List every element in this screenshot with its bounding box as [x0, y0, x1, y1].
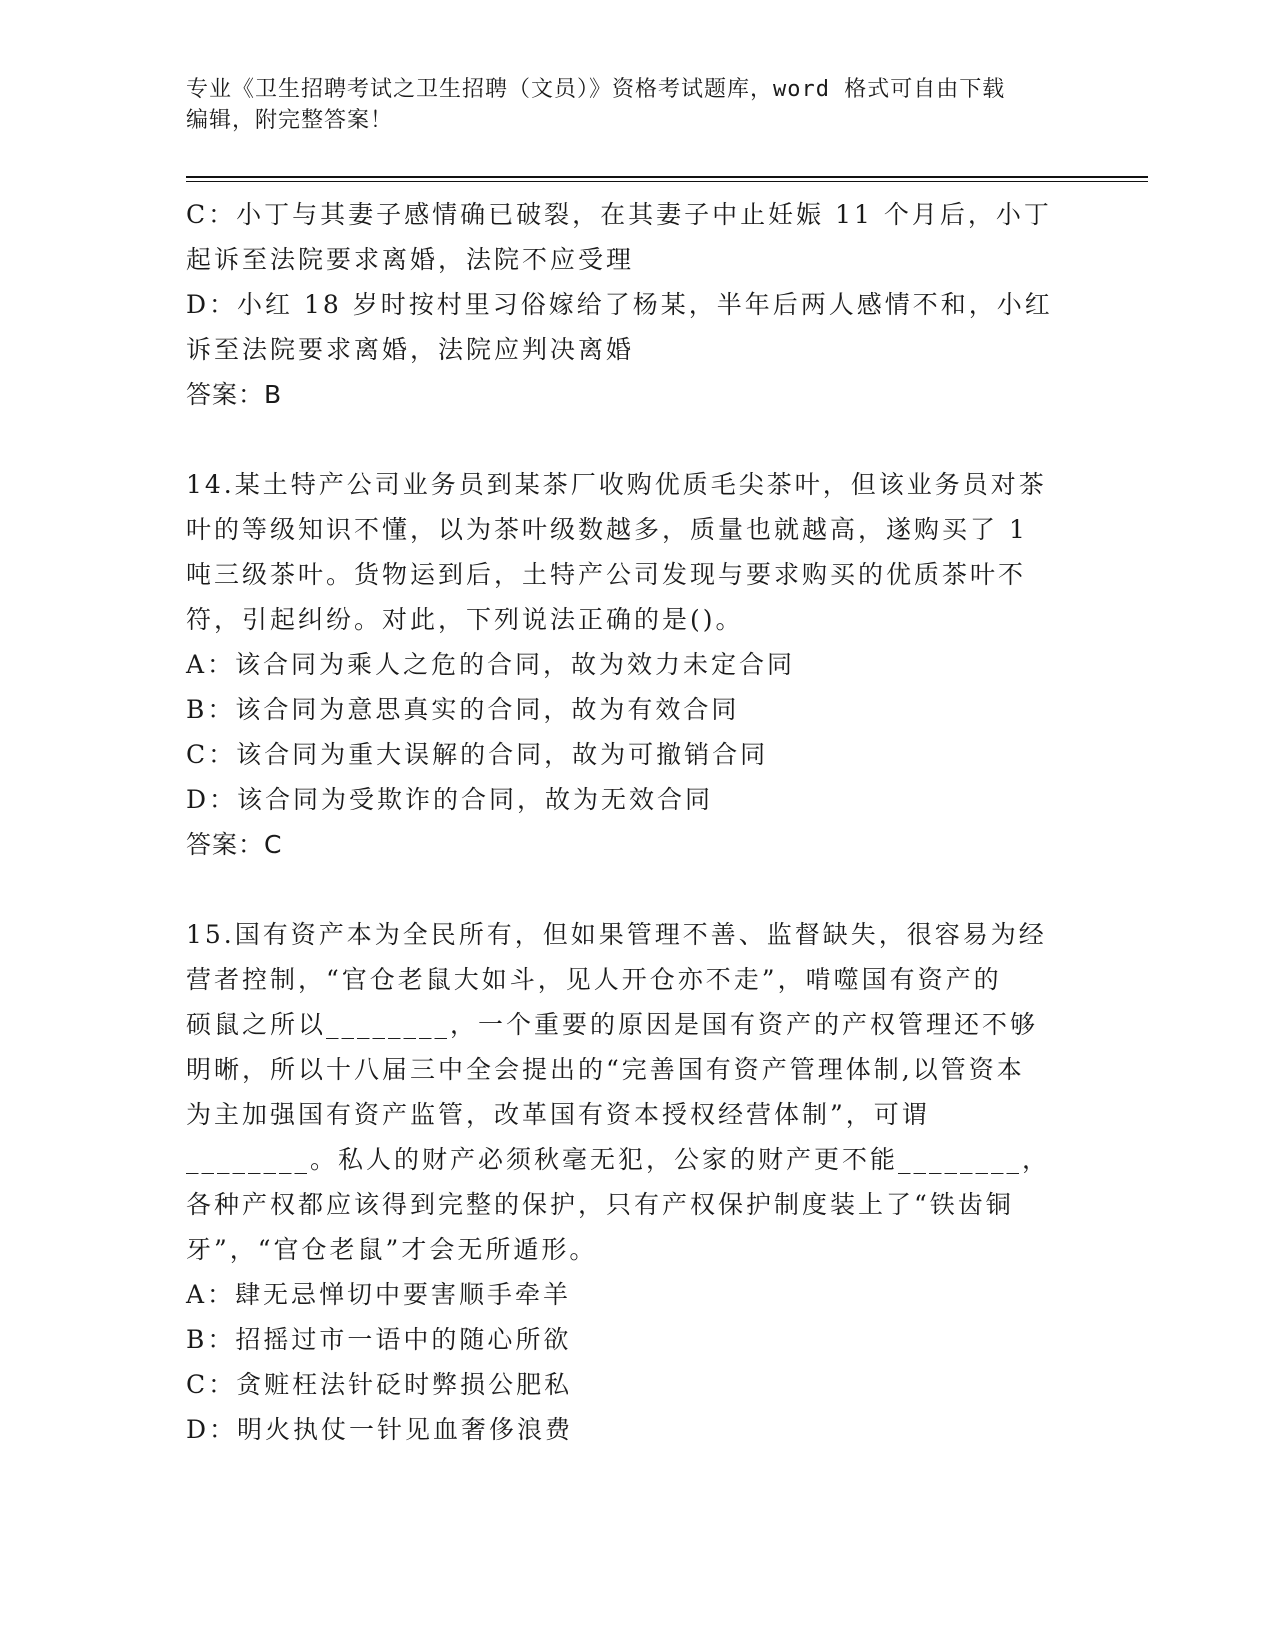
q15-stem-line-1: 15.国有资产本为全民所有，但如果管理不善、监督缺失，很容易为经	[186, 920, 1047, 949]
document-header	[186, 74, 1066, 136]
header-line-2: 编辑，附完整答案！	[186, 108, 394, 133]
q15-stem-line-4: 明晰，所以十八届三中全会提出的“完善国有资产管理体制,以管资本	[186, 1055, 1025, 1084]
q13-option-c-line-1: C：小丁与其妻子感情确已破裂，在其妻子中止妊娠 11 个月后，小丁	[186, 200, 1052, 229]
q13-option-d-line-1: D：小红 18 岁时按村里习俗嫁给了杨某，半年后两人感情不和，小红	[186, 290, 1053, 319]
q14-option-b: B：该合同为意思真实的合同，故为有效合同	[186, 695, 740, 724]
q15-option-a: A：肆无忌惮切中要害顺手牵羊	[186, 1280, 572, 1309]
q14-stem-line-2: 叶的等级知识不懂，以为茶叶级数越多，质量也就越高，遂购买了 1	[186, 515, 1028, 544]
q15-option-b: B：招摇过市一语中的随心所欲	[186, 1325, 572, 1354]
q15-stem-line-2: 营者控制，“官仓老鼠大如斗，见人开仓亦不走”，啃噬国有资产的	[186, 965, 1002, 994]
q13-answer: 答案：B	[186, 380, 283, 409]
question-13-tail	[186, 192, 1066, 417]
header-divider-thick	[186, 176, 1148, 178]
q15-stem-line-6: ________。私人的财产必须秋毫无犯，公家的财产更不能________，	[186, 1145, 1051, 1174]
q15-stem-line-8: 牙”，“官仓老鼠”才会无所遁形。	[186, 1235, 598, 1264]
q14-stem-line-1: 14.某土特产公司业务员到某茶厂收购优质毛尖茶叶，但该业务员对茶	[186, 470, 1047, 499]
q13-option-d-line-2: 诉至法院要求离婚，法院应判决离婚	[186, 335, 635, 364]
q14-option-c: C：该合同为重大误解的合同，故为可撤销合同	[186, 740, 769, 769]
spacer	[186, 417, 1066, 462]
q13-option-c-line-2: 起诉至法院要求离婚，法院不应受理	[186, 245, 635, 274]
header-line-1: 专业《卫生招聘考试之卫生招聘（文员）》资格考试题库，word 格式可自由下载	[186, 77, 1006, 102]
spacer	[186, 867, 1066, 912]
q15-stem-line-3: 硕鼠之所以________，一个重要的原因是国有资产的产权管理还不够	[186, 1010, 1039, 1039]
header-divider-thin	[186, 181, 1148, 182]
q15-stem-line-7: 各种产权都应该得到完整的保护，只有产权保护制度装上了“铁齿铜	[186, 1190, 1014, 1219]
question-15	[186, 912, 1066, 1452]
q14-answer: 答案：C	[186, 830, 283, 859]
q14-option-d: D：该合同为受欺诈的合同，故为无效合同	[186, 785, 714, 814]
q14-option-a: A：该合同为乘人之危的合同，故为效力未定合同	[186, 650, 796, 679]
q15-stem-line-5: 为主加强国有资产监管，改革国有资本授权经营体制”，可谓	[186, 1100, 930, 1129]
document-body	[186, 192, 1066, 1452]
q14-stem-line-4: 符，引起纠纷。对此，下列说法正确的是()。	[186, 605, 744, 634]
q15-option-d: D：明火执仗一针见血奢侈浪费	[186, 1415, 574, 1444]
question-14	[186, 462, 1066, 867]
q15-option-c: C：贪赃枉法针砭时弊损公肥私	[186, 1370, 573, 1399]
q14-stem-line-3: 吨三级茶叶。货物运到后，土特产公司发现与要求购买的优质茶叶不	[186, 560, 1027, 589]
